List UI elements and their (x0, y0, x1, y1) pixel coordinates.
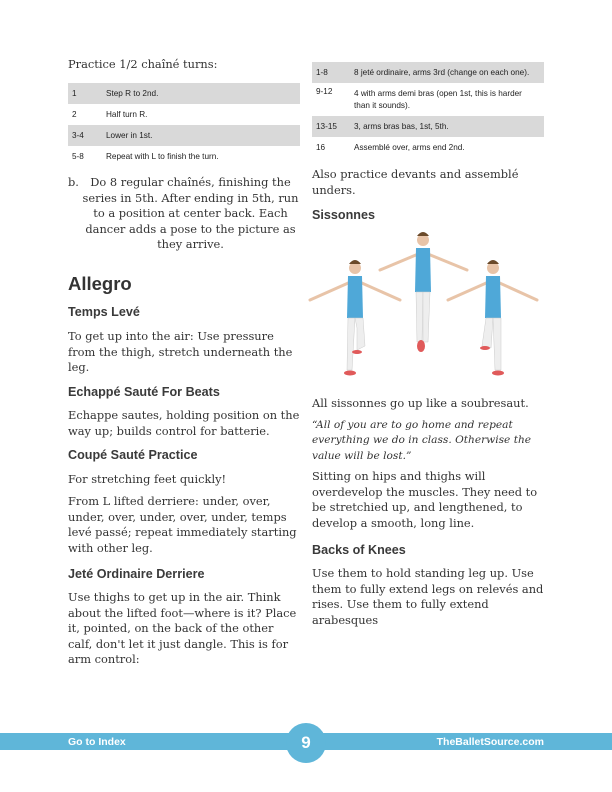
also-practice: Also practice devants and assemblé unders. (312, 167, 519, 197)
echappe-title: Echappé Sauté For Beats (68, 385, 220, 399)
table-cell-desc: Assemblé over, arms end 2nd. (354, 143, 465, 152)
dancer-figure (310, 260, 400, 376)
table-cell-count: 1 (68, 83, 102, 104)
table-cell-count: 16 (316, 143, 326, 152)
go-to-index-link[interactable]: Go to Index (68, 736, 126, 748)
coupe-title: Coupé Sauté Practice (68, 448, 198, 462)
table-row (312, 137, 544, 158)
jete-table (312, 62, 544, 158)
table-row (68, 104, 300, 125)
table-row (68, 146, 300, 167)
allegro-heading: Allegro (68, 273, 132, 294)
table-cell-count: 3-4 (68, 125, 102, 146)
sitting-text: Sitting on hips and thighs will overdevelop the muscles. They need to be stretchied up, and lengthened, to develop a smooth, long line. (312, 469, 538, 530)
coupe-text-1: For stretching feet quickly! (68, 472, 227, 486)
dancer-figure (380, 232, 467, 352)
website-link[interactable]: TheBalletSource.com (436, 736, 544, 748)
temps-leve-text: To get up into the air: Use pressure from the thigh, stretch underneath the leg. (68, 329, 293, 375)
table-cell-count: 1-8 (312, 62, 350, 83)
jete-text: Use thighs to get up in the air. Think about the lifted foot—where is it? Place it, pointed, on the back of the other calf, don't let it just dangle. This is for arm control: (68, 590, 297, 667)
echappe-text: Echappe sautes, holding position on the way up; builds control for batterie. (68, 408, 300, 438)
temps-leve-title: Temps Levé (68, 305, 140, 319)
table-cell-count: 2 (72, 110, 77, 119)
table-cell-count: 13-15 (312, 116, 350, 137)
table-cell-desc: Lower in 1st. (102, 125, 300, 146)
table-cell-desc: Step R to 2nd. (102, 83, 300, 104)
table-cell-desc: Repeat with L to finish the turn. (106, 152, 219, 161)
table-cell-desc: 8 jeté ordinaire, arms 3rd (change on each one). (350, 62, 544, 83)
jete-title: Jeté Ordinaire Derriere (68, 567, 205, 581)
practice-intro: Practice 1/2 chaîné turns: (68, 57, 218, 71)
page-number: 9 (286, 723, 326, 763)
table-row (68, 125, 300, 146)
sissonnes-title: Sissonnes (312, 208, 375, 222)
table-cell-desc: 4 with arms demi bras (open 1st, this is harder than it sounds). (354, 88, 522, 110)
table-row (68, 83, 300, 104)
item-b-text: Do 8 regular chaînés, finishing the series in 5th. After ending in 5th, run to a position at center back. Each dancer adds a pose to the picture as they arrive. (82, 175, 299, 252)
backs-of-knees-text: Use them to hold standing leg up. Use them to fully extend legs on relevés and rises. Use them to fully extend arabesques (312, 566, 544, 627)
quote-text: “All of you are to go home and repeat everything we do in class. Otherwise the value will be lost.” (312, 419, 532, 462)
item-b-marker: b. (68, 175, 79, 189)
dancer-figure (448, 260, 537, 376)
backs-of-knees-title: Backs of Knees (312, 543, 406, 557)
table-cell-count: 5-8 (72, 152, 84, 161)
item-b (68, 175, 300, 253)
turn-table (68, 83, 300, 167)
table-row (312, 62, 544, 83)
table-row (312, 83, 544, 116)
table-cell-desc: 3, arms bras bas, 1st, 5th. (350, 116, 544, 137)
table-cell-count: 9-12 (316, 87, 333, 96)
table-cell-desc: Half turn R. (106, 110, 148, 119)
coupe-text-2: From L lifted derriere: under, over, under, over, under, over, under, temps levé passé; repeat immediately starting with other leg. (68, 494, 297, 555)
sissonnes-caption: All sissonnes go up like a soubresaut. (312, 396, 529, 410)
sissonne-illustration (305, 228, 545, 388)
table-row (312, 116, 544, 137)
